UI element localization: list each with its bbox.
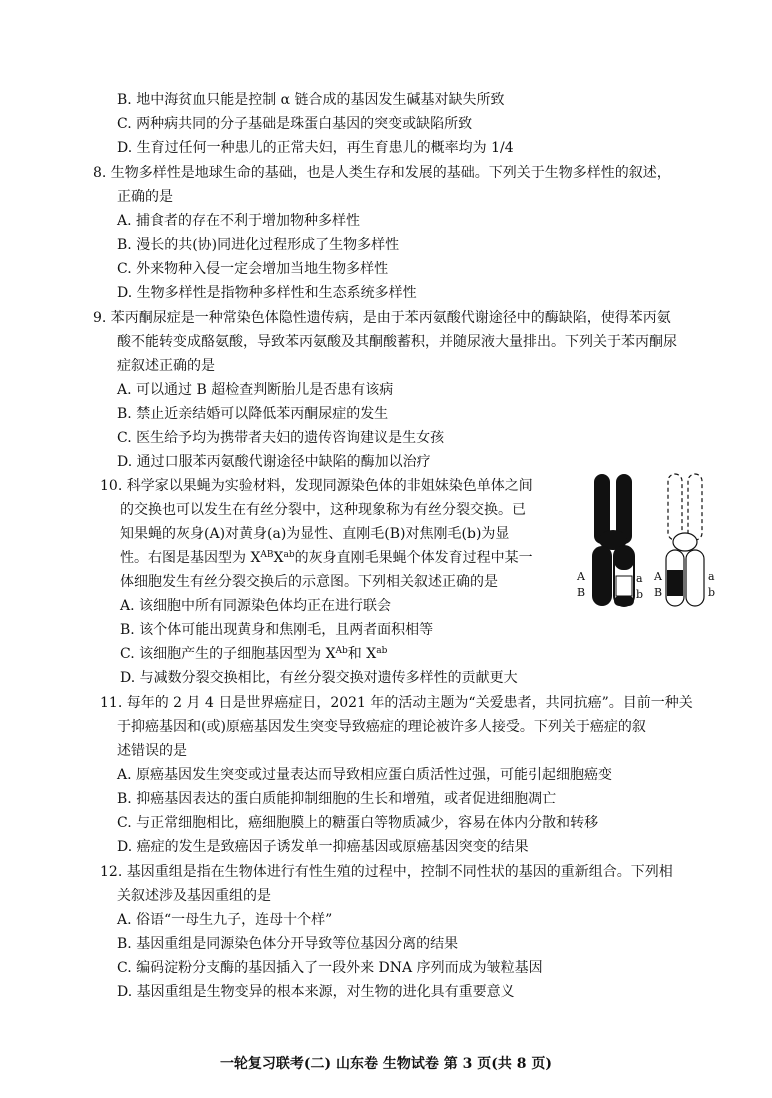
q11-option-c: C. 与正常细胞相比，癌细胞膜上的糖蛋白等物质减少，容易在体内分散和转移 [117, 815, 599, 831]
fig-left-label-2: B [577, 586, 586, 599]
q8-option-c: C. 外来物种入侵一定会增加当地生物多样性 [117, 261, 389, 277]
q10-option-c-sup1: Ab [335, 646, 348, 656]
right-chromosome [666, 474, 704, 606]
q9-option-b: B. 禁止近亲结婚可以降低苯丙酮尿症的发生 [117, 406, 389, 422]
q9-stem-line2: 酸不能转变成酪氨酸，导致苯丙氨酸及其酮酸蓄积，并随尿液大量排出。下列关于苯丙酮尿 [117, 334, 677, 350]
q10-genotype-sup-ab-lower: ab [283, 550, 295, 560]
fig-mid-right-label-2: B [654, 586, 663, 599]
q9-stem-line3: 症叙述正确的是 [117, 358, 215, 374]
q10-stem-line3: 知果蝇的灰身(A)对黄身(a)为显性、直刚毛(B)对焦刚毛(b)为显 [120, 526, 510, 542]
q10-option-c [120, 644, 387, 664]
q12-option-c: C. 编码淀粉分支酶的基因插入了一段外来 DNA 序列而成为皱粒基因 [117, 960, 543, 976]
q10-option-c-pre: C. 该细胞产生的子细胞基因型为 X [120, 646, 336, 662]
q10-option-c-sup2: ab [376, 646, 388, 656]
q10-stem-line4-post: 的灰身直刚毛果蝇个体发育过程中某一 [294, 550, 533, 566]
q10-option-d: D. 与减数分裂交换相比，有丝分裂交换对遗传多样性的贡献更大 [120, 670, 518, 686]
q8-stem-line2: 正确的是 [117, 189, 173, 205]
q8-option-b: B. 漫长的共(协)同进化过程形成了生物多样性 [117, 237, 400, 253]
q7-option-c: C. 两种病共同的分子基础是珠蛋白基因的突变或缺陷所致 [117, 116, 473, 132]
q12-option-d: D. 基因重组是生物变异的根本来源，对生物的进化具有重要意义 [117, 984, 515, 1000]
q11-option-b: B. 抑癌基因表达的蛋白质能抑制细胞的生长和增殖，或者促进细胞凋亡 [117, 791, 557, 807]
q7-option-d: D. 生育过任何一种患儿的正常夫妇，再生育患儿的概率均为 1/4 [117, 140, 514, 156]
fig-mid-right-label-1: A [654, 570, 662, 583]
q10-stem-line4-mid: X [273, 550, 284, 566]
q10-stem-line2: 的交换也可以发生在有丝分裂中，这种现象称为有丝分裂交换。已 [120, 502, 526, 518]
chromosome-diagram [572, 470, 722, 610]
q9-stem-line1: 9. 苯丙酮尿症是一种常染色体隐性遗传病，是由于苯丙氨酸代谢途径中的酶缺陷，使得苯丙氨 [93, 310, 671, 326]
q10-stem-line5: 体细胞发生有丝分裂交换后的示意图。下列相关叙述正确的是 [120, 574, 498, 590]
q12-stem-line2: 关叙述涉及基因重组的是 [117, 888, 271, 904]
q11-option-a: A. 原癌基因发生突变或过量表达而导致相应蛋白质活性过强，可能引起细胞癌变 [117, 767, 613, 783]
q8-stem-line1: 8. 生物多样性是地球生命的基础，也是人类生存和发展的基础。下列关于生物多样性的叙述， [93, 165, 671, 181]
q7-option-b: B. 地中海贫血只能是控制 α 链合成的基因发生碱基对缺失所致 [117, 92, 505, 108]
fig-right-label-1: a [708, 570, 715, 583]
q10-stem-line4 [120, 548, 533, 568]
q12-option-a: A. 俗语“一母生九子，连母十个样” [117, 912, 333, 928]
q11-stem-line2: 于抑癌基因和(或)原癌基因发生突变导致癌症的理论被许多人接受。下列关于癌症的叙 [117, 719, 646, 735]
q10-stem-line1: 10. 科学家以果蝇为实验材料，发现同源染色体的非姐妹染色单体之间 [100, 478, 533, 494]
q9-option-c: C. 医生给予均为携带者夫妇的遗传咨询建议是生女孩 [117, 430, 445, 446]
q9-option-d: D. 通过口服苯丙氨酸代谢途径中缺陷的酶加以治疗 [117, 454, 431, 470]
q12-stem-line1: 12. 基因重组是指在生物体进行有性生殖的过程中，控制不同性状的基因的重新组合。下列相 [100, 864, 673, 880]
q11-stem-line3: 述错误的是 [117, 743, 187, 759]
q10-stem-line4-pre: 性。右图是基因型为 X [120, 550, 261, 566]
q9-option-a: A. 可以通过 B 超检查判断胎儿是否患有该病 [117, 382, 394, 398]
fig-mid-left-label-1: a [636, 572, 643, 585]
fig-mid-left-label-2: b [636, 588, 644, 601]
page-footer: 一轮复习联考(二) 山东卷 生物试卷 第 3 页(共 8 页) [219, 1056, 553, 1072]
left-chromosome [592, 474, 634, 606]
q12-option-b: B. 基因重组是同源染色体分开导致等位基因分离的结果 [117, 936, 459, 952]
q11-option-d: D. 癌症的发生是致癌因子诱发单一抑癌基因或原癌基因突变的结果 [117, 839, 529, 855]
q10-option-b: B. 该个体可能出现黄身和焦刚毛，且两者面积相等 [120, 622, 434, 638]
q8-option-d: D. 生物多样性是指物种多样性和生态系统多样性 [117, 285, 417, 301]
q10-option-a: A. 该细胞中所有同源染色体均正在进行联会 [120, 598, 392, 614]
q10-option-c-mid: 和 X [347, 646, 377, 662]
q11-stem-line1: 11. 每年的 2 月 4 日是世界癌症日，2021 年的活动主题为“关爱患者，共同抗癌”。目前一种关 [100, 695, 693, 711]
q8-option-a: A. 捕食者的存在不利于增加物种多样性 [117, 213, 361, 229]
fig-right-label-2: b [708, 586, 716, 599]
fig-left-label-1: A [577, 570, 585, 583]
q10-genotype-sup-ab-upper: AB [260, 550, 274, 560]
